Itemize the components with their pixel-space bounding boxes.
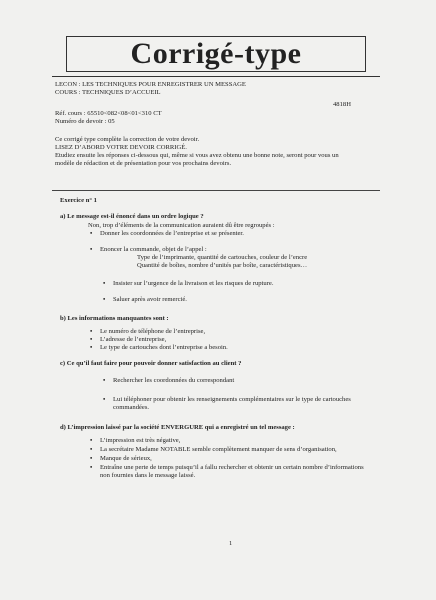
answer-d-bullet-4: • Entraîne une perte de temps puisqu’il a fallu rechercher et obtenir un certain nombre d’informations [100,464,364,471]
answer-c-bullet-2-cont: commandées. [113,404,150,411]
answer-a-sub-1: Type de l’imprimante, quantité de cartouches, couleur de l’encre [137,254,308,261]
question-c: c) Ce qu’il faut faire pour pouvoir donner satisfaction au client ? [60,360,242,367]
page-number: 1 [229,540,233,547]
answer-a-bullet-2: • Enoncer la commande, objet de l’appel : [100,246,207,253]
answer-c-bullet-2: • Lui téléphoner pour obtenir les renseignements complémentaires sur le type de cartouches [113,396,351,403]
course-code: 4818H [333,101,351,108]
answer-d-bullet-4-cont: non fournies dans le message laissé. [100,472,196,479]
answer-d-bullet-1: • L’impression est très négative, [100,437,180,444]
exercise-title: Exercice n° 1 [60,197,97,204]
answer-b-item-1: • Le numéro de téléphone de l’entreprise, [100,328,205,335]
title-box [66,36,366,72]
question-a: a) Le message est-il énoncé dans un ordre logique ? [60,213,204,220]
numero-devoir-line: Numéro de devoir : 05 [55,118,115,125]
question-d: d) L’impression laissé par la société ENVERGURE qui a enregistré un tel message : [60,424,295,431]
answer-c-bullet-1: • Rechercher les coordonnées du correspondant [113,377,234,384]
answer-a-bullet-1: • Donner les coordonnées de l’entreprise et se présenter. [100,230,244,237]
cours-line: COURS : TECHNIQUES D’ACCUEIL [55,89,161,96]
answer-a-sub-2: Quantité de boîtes, nombre d’unités par boîte, caractéristiques… [137,262,308,269]
lecon-line: LECON : LES TECHNIQUES POUR ENREGISTRER UN MESSAGE [55,81,246,88]
header-rule [52,76,380,77]
intro-line-2: LISEZ D’ABORD VOTRE DEVOIR CORRIGÉ. [55,144,187,151]
answer-b-item-2: • L’adresse de l’entreprise, [100,336,166,343]
ref-cours-line: Réf. cours : 65510<082<08<01<310 CT [55,110,162,117]
intro-line-1: Ce corrigé type complète la correction de votre devoir. [55,136,200,143]
section-divider [52,190,380,191]
answer-d-bullet-3: • Manque de sérieux, [100,455,152,462]
answer-a-bullet-4: • Saluer après avoir remercié. [113,296,187,303]
intro-line-3: Etudiez ensuite les réponses ci-dessous qui, même si vous avez obtenu une bonne note, seront pour vous un [55,152,339,159]
answer-d-bullet-2: • La secrétaire Madame NOTABLE semble complètement manquer de sens d’organisation, [100,446,337,453]
page-title: Corrigé-type [130,37,302,70]
answer-a-intro: Non, trop d’éléments de la communication auraient dû être regroupés : [88,222,275,229]
intro-line-4: modèle de rédaction et de présentation pour vos prochains devoirs. [55,160,232,167]
answer-b-item-3: • Le type de cartouches dont l’entreprise a besoin. [100,344,228,351]
question-b: b) Les informations manquantes sont : [60,315,169,322]
answer-a-bullet-3: • Insister sur l’urgence de la livraison et les risques de rupture. [113,280,273,287]
